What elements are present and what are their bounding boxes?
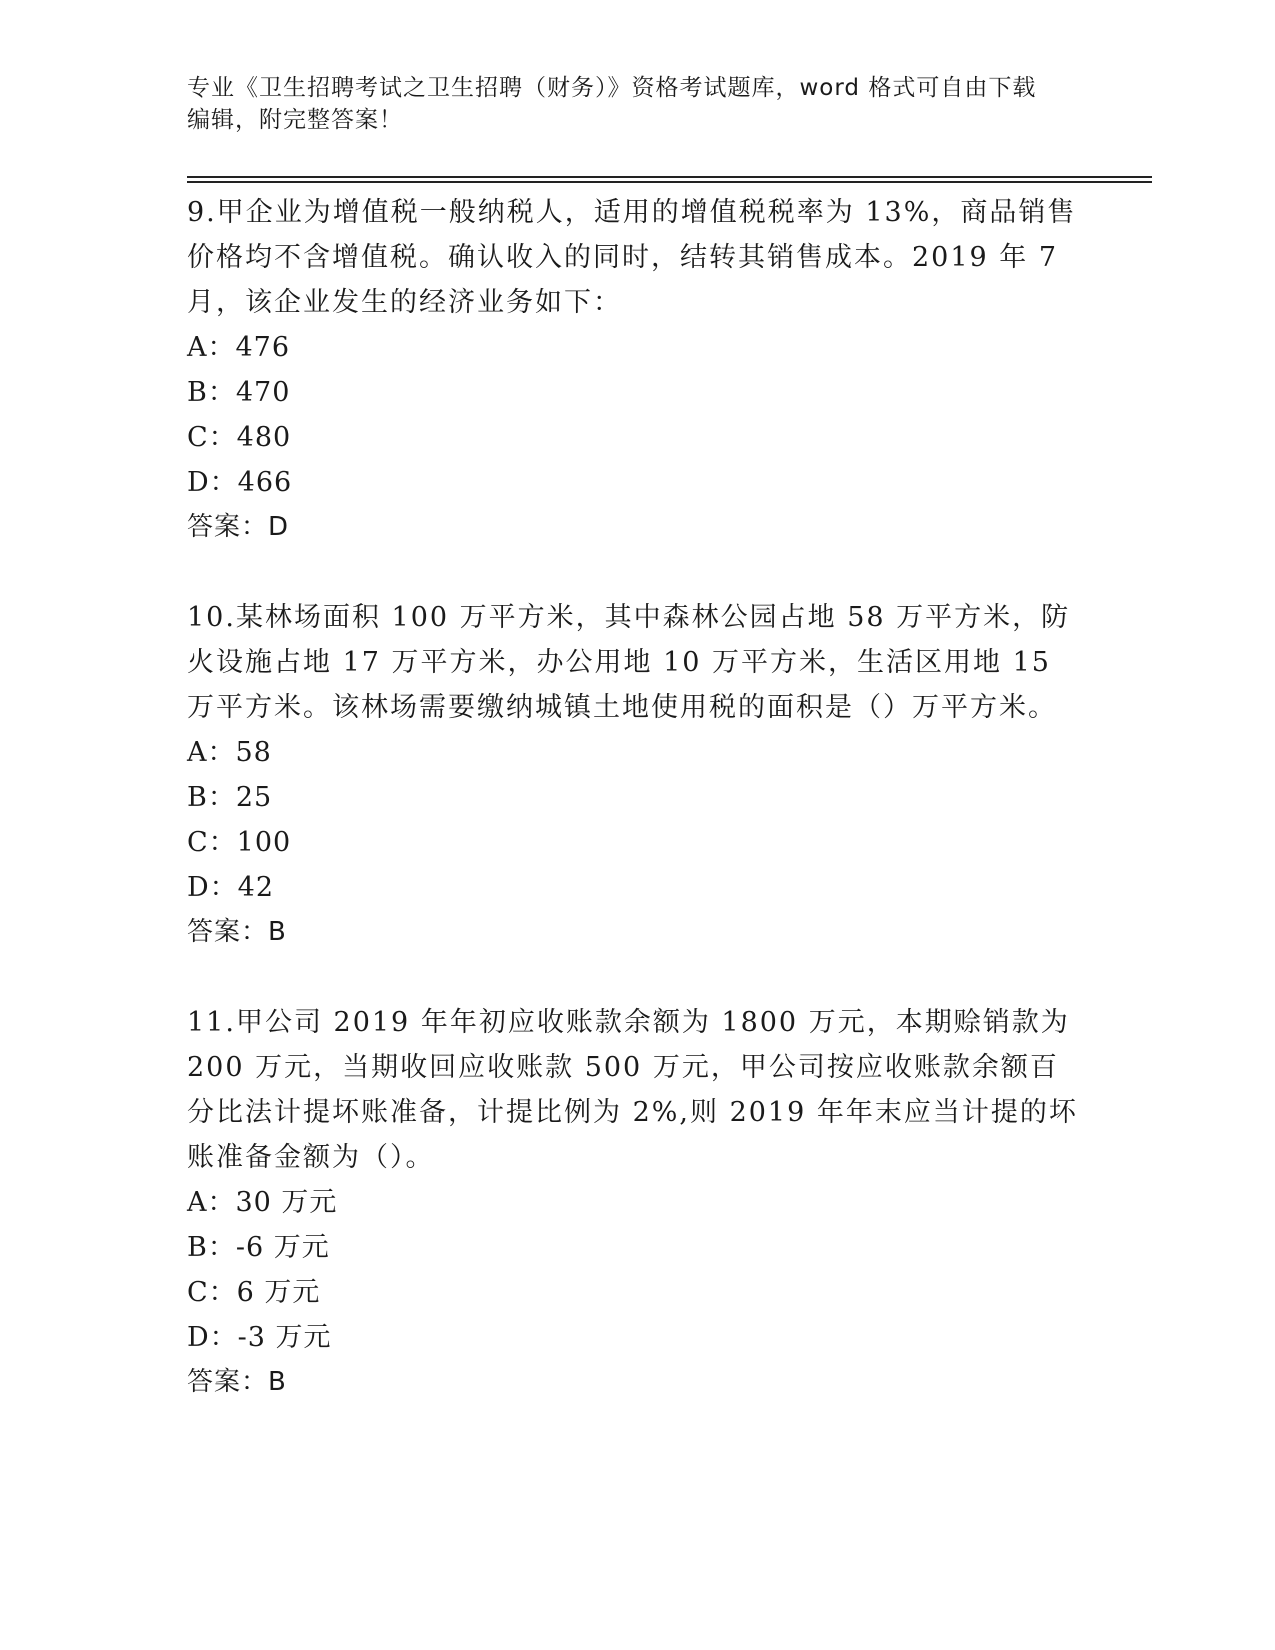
header-divider-top — [187, 176, 1152, 178]
answer-line: 答案：B — [187, 917, 287, 947]
header-line-1: 专业《卫生招聘考试之卫生招聘（财务）》资格考试题库，word 格式可自由下载 — [187, 75, 1037, 101]
answer-line: 答案：D — [187, 512, 290, 542]
option-b: B：470 — [187, 377, 291, 408]
option-b: B：-6 万元 — [187, 1232, 330, 1263]
question-10 — [187, 595, 1087, 955]
question-list — [187, 190, 1087, 1405]
question-9 — [187, 190, 1087, 550]
question-spacer — [187, 550, 1087, 595]
question-stem: 11.甲公司 2019 年年初应收账款余额为 1800 万元，本期赊销款为 200 万元，当期收回应收账款 500 万元，甲公司按应收账款余额百分比法计提坏账准备，计提比例为 2%,则 2019 年年末应当计提的坏账准备金额为（）。 — [187, 1007, 1078, 1173]
document-header — [187, 72, 1067, 136]
option-c: C：480 — [187, 422, 292, 453]
header-divider-bottom — [187, 181, 1152, 183]
header-line-2: 编辑，附完整答案！ — [187, 107, 403, 133]
question-11 — [187, 1000, 1087, 1405]
question-spacer — [187, 955, 1087, 1000]
option-d: D：42 — [187, 872, 275, 903]
option-c: C：6 万元 — [187, 1277, 321, 1308]
option-c: C：100 — [187, 827, 292, 858]
option-a: A：30 万元 — [187, 1187, 338, 1218]
option-d: D：-3 万元 — [187, 1322, 332, 1353]
option-a: A：58 — [187, 737, 272, 768]
option-b: B：25 — [187, 782, 273, 813]
option-d: D：466 — [187, 467, 293, 498]
question-stem: 9.甲企业为增值税一般纳税人，适用的增值税税率为 13%，商品销售价格均不含增值税。确认收入的同时，结转其销售成本。2019 年 7 月，该企业发生的经济业务如下： — [187, 197, 1077, 318]
question-stem: 10.某林场面积 100 万平方米，其中森林公园占地 58 万平方米，防火设施占地 17 万平方米，办公用地 10 万平方米，生活区用地 15 万平方米。该林场需要缴纳城镇土地使用税的面积是（）万平方米。 — [187, 602, 1071, 723]
option-a: A：476 — [187, 332, 291, 363]
answer-line: 答案：B — [187, 1367, 287, 1397]
